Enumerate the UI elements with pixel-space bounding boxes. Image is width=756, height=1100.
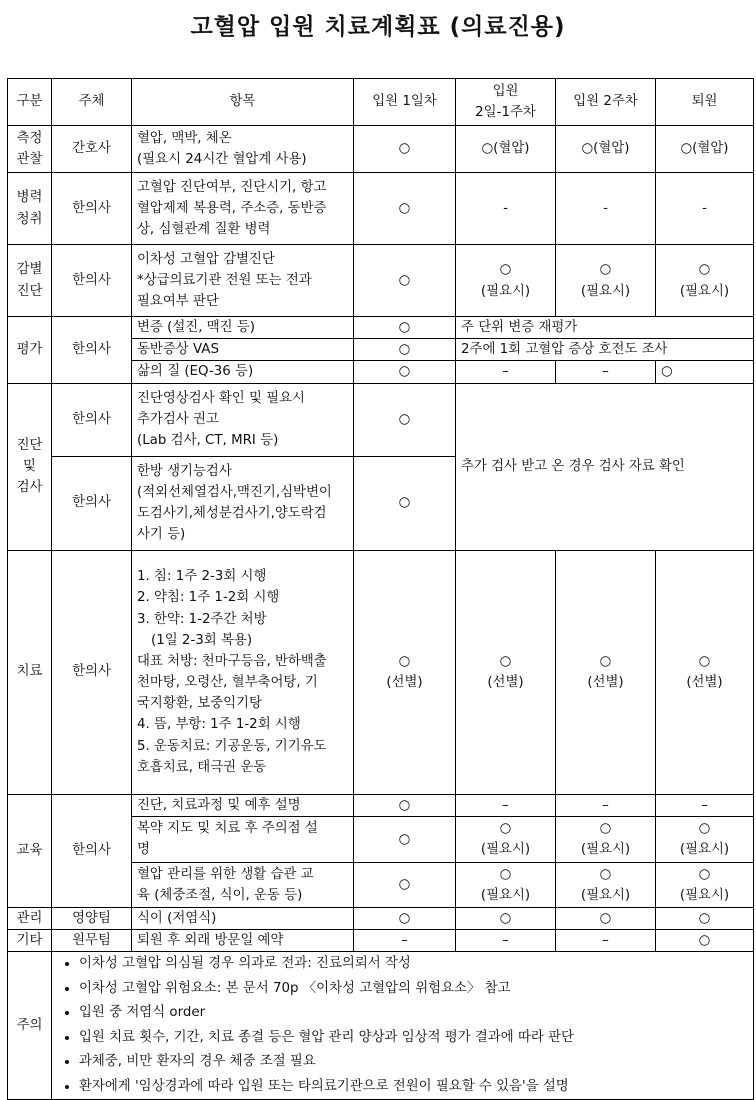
circle-mark: ○ [499, 653, 512, 669]
item-cell: 진단, 치료과정 및 예후 설명 [132, 794, 354, 816]
item-line: 대표 처방: 천마구등음, 반하백출 [137, 653, 327, 669]
note-item: • 이차성 고혈압 의심될 경우 의과로 전과: 진료의뢰서 작성 [79, 952, 748, 977]
role-cell: 한의사 [52, 456, 132, 550]
role-cell: 한의사 [52, 317, 132, 384]
item-line: 상, 심혈관계 질환 병력 [137, 222, 271, 238]
role-cell: 영양팀 [52, 907, 132, 929]
circle-mark: ○ [499, 866, 512, 882]
category-cell [8, 383, 52, 550]
circle-mark: ○ [656, 929, 754, 951]
circle-mark: ○ [354, 361, 456, 383]
circle-mark: ○ [599, 262, 612, 278]
category-label: 관찰 [16, 152, 43, 167]
circle-mark: ○ [354, 456, 456, 550]
category-cell: 기타 [8, 929, 52, 951]
item-line: 천마탕, 오령산, 혈부축어탕, 기 [137, 675, 318, 691]
circle-mark: ○ [456, 907, 556, 929]
header-day2-line2: 2일-1주차 [475, 105, 536, 120]
header-day1: 입원 1일차 [354, 79, 456, 126]
category-cell: 주의 [8, 952, 52, 1100]
category-cell: 평가 [8, 317, 52, 384]
dash-mark: – [456, 361, 556, 383]
circle-if-needed [456, 816, 556, 862]
role-cell: 한의사 [52, 550, 132, 794]
selected-label: (선별) [587, 675, 624, 691]
category-cell: 관리 [8, 907, 52, 929]
selected-label: (선별) [487, 675, 524, 691]
circle-mark: ○ [354, 383, 456, 456]
span-note: 주 단위 변증 재평가 [456, 317, 754, 339]
notes-cell [52, 952, 754, 1100]
item-line: 혈압제제 복용력, 주소증, 동반증 [137, 200, 327, 216]
if-needed-label: (필요시) [580, 283, 631, 299]
if-needed-label: (필요시) [480, 842, 531, 858]
table-row [8, 952, 754, 1100]
circle-mark: ○ [354, 245, 456, 317]
dash-mark: – [556, 361, 656, 383]
item-line: (1일 2-3회 복용) [151, 632, 253, 648]
circle-selected [456, 550, 556, 794]
span-note: 추가 검사 받고 온 경우 검사 자료 확인 [456, 383, 754, 550]
role-cell: 한의사 [52, 794, 132, 907]
item-cell: 퇴원 후 외래 방문일 예약 [132, 929, 354, 951]
item-line: *상급의료기관 전원 또는 전과 [137, 272, 312, 288]
circle-mark: ○ [398, 653, 411, 669]
item-cell [132, 245, 354, 317]
item-line: 사기 등) [137, 527, 186, 543]
role-cell: 한의사 [52, 245, 132, 317]
item-line: 5. 운동치료: 기공운동, 기기유도 [137, 738, 327, 754]
dash-mark: - [456, 173, 556, 245]
item-line: 도검사기,체성분검사기,양도락검 [137, 506, 327, 522]
role-cell: 한의사 [52, 173, 132, 245]
category-label: 병력 [16, 190, 43, 206]
circle-mark: ○ [354, 794, 456, 816]
table-row [8, 383, 754, 456]
circle-if-needed [656, 862, 754, 907]
dash-mark: - [556, 173, 656, 245]
item-cell [132, 383, 354, 456]
selected-label: (선별) [686, 675, 723, 691]
if-needed-label: (필요시) [580, 887, 631, 903]
category-cell: 교육 [8, 794, 52, 907]
circle-selected [354, 550, 456, 794]
table-row [8, 173, 754, 245]
item-line: 한방 생기능검사 [137, 463, 232, 479]
header-hangmok: 항목 [132, 79, 354, 126]
circle-mark: ○ [499, 262, 512, 278]
circle-mark: ○ [599, 866, 612, 882]
treatment-plan-table [7, 78, 754, 1100]
table-row [8, 317, 754, 339]
note-item: • 입원 중 저염식 order [79, 1001, 748, 1026]
circle-if-needed [556, 245, 656, 317]
category-cell: 치료 [8, 550, 52, 794]
circle-selected [656, 550, 754, 794]
note-item: • 이차성 고혈압 위험요소: 본 문서 70p 〈이차성 고혈압의 위험요소〉 참고 [79, 977, 748, 1002]
circle-mark: ○ [698, 262, 711, 278]
category-label: 및 [23, 458, 36, 474]
circle-mark: ○ [698, 653, 711, 669]
dash-mark: - [656, 173, 754, 245]
table-row [8, 929, 754, 951]
circle-if-needed [656, 245, 754, 317]
category-label: 측정 [16, 130, 43, 146]
bp-mark: ○(혈압) [456, 126, 556, 173]
circle-if-needed [556, 862, 656, 907]
header-day2 [456, 79, 556, 126]
item-line: 국지황환, 보중익기탕 [137, 696, 262, 712]
circle-if-needed [656, 816, 754, 862]
item-line: 혈압, 맥박, 체온 [137, 130, 232, 146]
circle-mark: ○ [698, 821, 711, 837]
item-cell [132, 173, 354, 245]
category-label: 진단 [16, 283, 43, 299]
header-discharge: 퇴원 [656, 79, 754, 126]
span-note: 2주에 1회 고혈압 증상 호전도 조사 [456, 339, 754, 361]
header-week2: 입원 2주차 [556, 79, 656, 126]
circle-mark: ○ [599, 653, 612, 669]
category-label: 검사 [16, 480, 43, 496]
role-cell: 원무팀 [52, 929, 132, 951]
dash-mark: – [354, 929, 456, 951]
item-line: 육 (체중조절, 식이, 운동 등) [137, 887, 303, 903]
table-row [8, 245, 754, 317]
if-needed-label: (필요시) [679, 283, 730, 299]
note-item: • 환자에게 '임상경과에 따라 입원 또는 타의료기관으로 전원이 필요할 수 있음'을 설명 [79, 1075, 748, 1100]
circle-mark: ○ [354, 317, 456, 339]
item-line: 호흡치료, 태극권 운동 [137, 759, 267, 775]
header-day2-line1: 입원 [492, 83, 519, 99]
circle-mark: ○ [556, 907, 656, 929]
item-cell: 동반증상 VAS [132, 339, 354, 361]
circle-mark: ○ [354, 339, 456, 361]
circle-if-needed [456, 862, 556, 907]
if-needed-label: (필요시) [580, 842, 631, 858]
circle-mark: ○ [354, 907, 456, 929]
item-line: 혈압 관리를 위한 생활 습관 교 [137, 866, 314, 882]
table-row [8, 550, 754, 794]
note-item: • 과체중, 비만 환자의 경우 체중 조절 필요 [79, 1050, 748, 1075]
circle-mark: ○ [354, 126, 456, 173]
category-cell [8, 126, 52, 173]
role-cell: 간호사 [52, 126, 132, 173]
item-line: 추가검사 권고 [137, 411, 219, 427]
table-row [8, 794, 754, 816]
table-row [8, 907, 754, 929]
item-cell: 식이 (저염식) [132, 907, 354, 929]
item-cell [132, 816, 354, 862]
item-cell [132, 550, 354, 794]
item-line: 이차성 고혈압 감별진단 [137, 251, 275, 267]
circle-if-needed [556, 816, 656, 862]
if-needed-label: (필요시) [480, 887, 531, 903]
selected-label: (선별) [386, 675, 423, 691]
item-cell [132, 126, 354, 173]
dash-mark: – [556, 929, 656, 951]
role-cell: 한의사 [52, 383, 132, 456]
circle-if-needed [456, 245, 556, 317]
item-line: (Lab 검사, CT, MRI 등) [137, 433, 279, 449]
category-label: 청취 [16, 211, 43, 227]
page-title: 고혈압 입원 치료계획표 (의료진용) [190, 14, 566, 40]
item-line: 3. 한약: 1-2주간 처방 [137, 611, 267, 627]
item-cell [132, 862, 354, 907]
table-row [8, 126, 754, 173]
category-label: 감별 [16, 262, 43, 278]
item-line: 진단영상검사 확인 및 필요시 [137, 390, 305, 406]
header-gubun: 구분 [8, 79, 52, 126]
item-line: 1. 침: 1주 2-3회 시행 [137, 569, 267, 585]
item-line: 복약 지도 및 치료 후 주의점 설 [137, 821, 318, 837]
circle-mark: ○ [499, 821, 512, 837]
item-cell: 변증 (설진, 맥진 등) [132, 317, 354, 339]
item-cell [132, 456, 354, 550]
item-line: 고혈압 진단여부, 진단시기, 항고 [137, 179, 327, 195]
note-item: • 입원 치료 횟수, 기간, 치료 종결 등은 혈압 관리 양상과 임상적 평가 결과에 따라 판단 [79, 1026, 748, 1051]
circle-mark: ○ [354, 173, 456, 245]
circle-mark: ○ [599, 821, 612, 837]
category-cell [8, 173, 52, 245]
item-cell: 삶의 질 (EQ-36 등) [132, 361, 354, 383]
bp-mark: ○(혈압) [556, 126, 656, 173]
if-needed-label: (필요시) [679, 842, 730, 858]
header-juche: 주체 [52, 79, 132, 126]
dash-mark: – [456, 794, 556, 816]
circle-selected [556, 550, 656, 794]
bp-mark: ○(혈압) [656, 126, 754, 173]
circle-mark: ○ [698, 866, 711, 882]
dash-mark: – [456, 929, 556, 951]
item-line: 필요여부 판단 [137, 294, 219, 310]
circle-mark: ○ [354, 862, 456, 907]
category-cell [8, 245, 52, 317]
item-line: 4. 뜸, 부항: 1주 1-2회 시행 [137, 717, 301, 733]
circle-mark: ○ [354, 816, 456, 862]
item-line: 2. 약침: 1주 1-2회 시행 [137, 590, 280, 606]
item-line: (적외선체열검사,맥진기,심박변이 [137, 484, 332, 500]
dash-mark: – [656, 794, 754, 816]
circle-mark: ○ [656, 907, 754, 929]
header-row [8, 79, 754, 126]
notes-list [57, 952, 748, 1099]
dash-mark: – [556, 794, 656, 816]
category-label: 진단 [16, 437, 43, 453]
item-line: (필요시 24시간 혈압계 사용) [137, 152, 307, 167]
item-line: 명 [137, 842, 150, 858]
if-needed-label: (필요시) [480, 283, 531, 299]
if-needed-label: (필요시) [679, 887, 730, 903]
circle-mark: ○ [656, 361, 754, 383]
